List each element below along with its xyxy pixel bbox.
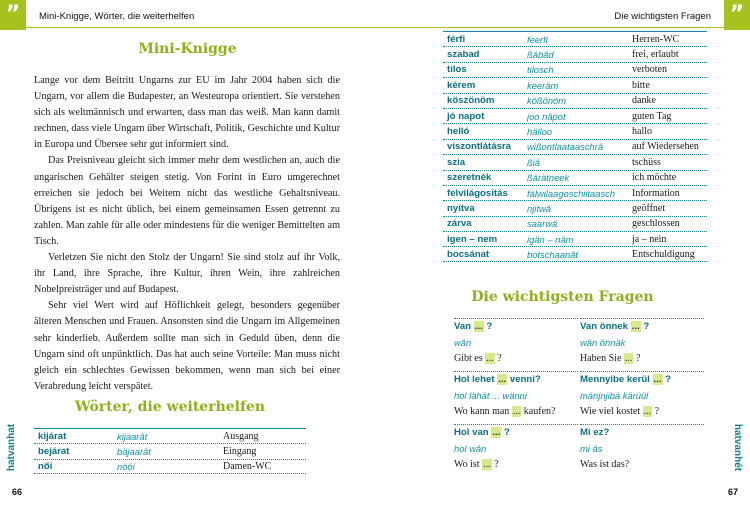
mini-knigge-text: [34, 73, 340, 395]
german-translation: bitte: [632, 79, 650, 91]
hungarian-word: bejárat: [38, 446, 70, 458]
pronunciation: ßärätneek: [527, 172, 570, 184]
pronunciation: hälloo: [527, 126, 553, 138]
hungarian-question: [454, 372, 578, 388]
pronunciation: saarwâ: [527, 218, 558, 230]
pronunciation: nööi: [117, 460, 135, 472]
german-translation: geschlossen: [632, 218, 680, 230]
hungarian-word: szabad: [447, 49, 480, 61]
hungarian-question: [580, 372, 704, 388]
pronunciation: kijaarât: [117, 430, 148, 442]
question-pronunciation-text: hol lähät ... wänni: [454, 390, 527, 401]
running-header: Mini-Knigge, Wörter, die weiterhelfen: [39, 11, 195, 22]
question-pronunciation-text: mänjnjibä kärüül: [580, 390, 649, 401]
pronunciation: botschaanât: [527, 248, 579, 260]
question-cell: [580, 371, 704, 424]
german-translation: Eingang: [223, 446, 257, 458]
paragraph: Sehr viel Wert wird auf Höflichkeit gelegt, besonders gegenüber älteren Menschen und Frauen. Ansonsten sind die Ungarn im Allgemeinen sehr kinderlieb. Außerdem sollte man sich in Geduld üben, denn die Ungarn sind oft unpünktlich. Das hat auch seine Vorteile: Man muss nicht gleich ein schlechtes Gewissen bekommen, wenn man sich bei einer Verabredung leicht verspätet.: [34, 300, 340, 392]
german-question-text: Haben Sie: [580, 353, 624, 364]
german-translation: Entschuldigung: [632, 248, 695, 260]
hungarian-question: [454, 319, 578, 335]
german-translation: auf Wiedersehen: [632, 141, 699, 153]
side-number-label: [5, 418, 19, 476]
vocab-row: [443, 62, 707, 77]
vocab-row: [443, 139, 707, 154]
section-heading-mini-knigge: Mini-Knigge: [138, 41, 237, 57]
german-question-text: Gibt es: [454, 353, 486, 364]
pronunciation: ßiâ: [527, 156, 541, 168]
german-translation: guten Tag: [632, 110, 672, 122]
hungarian-question-text-end: ?: [662, 374, 672, 385]
pronunciation: joo nâpot: [527, 110, 566, 122]
pronunciation: ßâbâd: [527, 49, 554, 61]
question-pronunciation: [580, 388, 704, 404]
question-cell: [454, 371, 578, 424]
vocab-table-left: [34, 428, 306, 474]
quote-icon: ”: [0, 0, 26, 30]
german-translation: Ausgang: [223, 430, 259, 442]
question-cell: [580, 424, 704, 477]
german-question: [580, 457, 704, 473]
pronunciation: fälwilaagoschiitaasch: [527, 187, 616, 199]
german-question: [454, 457, 578, 473]
vocab-row: [443, 154, 707, 169]
questions-grid: [454, 318, 704, 477]
hungarian-question: [454, 425, 578, 441]
question-pronunciation-text: mi äs: [580, 443, 603, 454]
hungarian-word: zárva: [447, 218, 472, 230]
hungarian-word: helló: [447, 126, 470, 138]
hungarian-word: köszönöm: [447, 95, 495, 107]
german-question: [454, 404, 578, 420]
vocab-row: [443, 93, 707, 108]
question-pronunciation: [454, 388, 578, 404]
german-question-text-end: kaufen?: [521, 406, 556, 417]
german-question: [580, 351, 704, 367]
question-pronunciation-text: hol wân: [454, 443, 487, 454]
placeholder-highlight: ...: [498, 374, 507, 385]
pronunciation: keeräm: [527, 79, 559, 91]
vocab-row: [443, 216, 707, 231]
vocab-row: [443, 185, 707, 200]
vocab-table-right: [443, 31, 707, 262]
hungarian-word: női: [38, 460, 53, 472]
placeholder-highlight: ...: [624, 353, 633, 364]
hungarian-word: jó napot: [447, 110, 485, 122]
german-translation: verboten: [632, 64, 667, 76]
placeholder-highlight: ...: [474, 321, 483, 332]
german-translation: ja – nein: [632, 233, 667, 245]
german-question: [580, 404, 704, 420]
question-pronunciation: [454, 441, 578, 457]
hungarian-word: férfi: [447, 33, 466, 45]
question-pronunciation-text: wân: [454, 337, 472, 348]
vocab-row: [34, 428, 306, 443]
question-cell: [454, 318, 578, 371]
side-number-label: [731, 418, 745, 476]
right-page: [375, 0, 750, 512]
hungarian-word: felvilágosítás: [447, 187, 508, 199]
vocab-row: [443, 231, 707, 246]
placeholder-highlight: ...: [653, 374, 662, 385]
hungarian-word: bocsánat: [447, 248, 490, 260]
question-pronunciation-text: wân önnäk: [580, 337, 626, 348]
placeholder-highlight: ...: [486, 353, 494, 364]
german-question-text-end: ?: [494, 353, 502, 364]
hungarian-question: [580, 319, 704, 335]
german-translation: danke: [632, 95, 656, 107]
german-translation: hallo: [632, 126, 652, 138]
hungarian-word: nyitva: [447, 202, 475, 214]
pronunciation: wißontlaataaschrâ: [527, 141, 604, 153]
vocab-row: [443, 46, 707, 61]
vocab-row: [443, 31, 707, 46]
vocab-row: [443, 246, 707, 261]
german-question-text-end: ?: [491, 459, 499, 470]
german-question: [454, 351, 578, 367]
vocab-row: [34, 443, 306, 458]
question-cell: [454, 424, 578, 477]
running-header: Die wichtigsten Fragen: [614, 11, 711, 22]
section-heading-questions: Die wichtigsten Fragen: [471, 289, 654, 305]
german-translation: tschüss: [632, 156, 661, 168]
placeholder-highlight: ...: [643, 406, 652, 417]
hungarian-word: szia: [447, 156, 466, 168]
pronunciation: igän – näm: [527, 233, 574, 245]
header-rule: [375, 27, 724, 28]
side-number-text: hatvanhat: [6, 423, 18, 471]
hungarian-question-text-end: ?: [501, 427, 510, 438]
hungarian-question-text: Mennyibe kerül: [580, 374, 653, 385]
hungarian-word: kijárat: [38, 430, 67, 442]
german-question-text-end: ?: [633, 353, 641, 364]
hungarian-question: [580, 425, 704, 441]
german-translation: frei, erlaubt: [632, 49, 679, 61]
german-question-text-end: ?: [652, 406, 660, 417]
german-translation: geöffnet: [632, 202, 666, 214]
placeholder-highlight: ...: [483, 459, 491, 470]
german-question-text: Was ist das?: [580, 459, 630, 470]
page-number: 67: [727, 487, 738, 497]
question-pronunciation: [580, 441, 704, 457]
hungarian-question-text: Hol van: [454, 427, 492, 438]
vocab-row: [443, 170, 707, 185]
hungarian-word: viszontlátásra: [447, 141, 511, 153]
pronunciation: tilosch: [527, 64, 554, 76]
question-pronunciation: [454, 335, 578, 351]
side-number-text: hatvanhét: [732, 423, 744, 471]
placeholder-highlight: ...: [631, 321, 640, 332]
german-question-text: Wo ist: [454, 459, 483, 470]
hungarian-question-text: Van önnek: [580, 321, 631, 332]
german-translation: Damen-WC: [223, 460, 272, 472]
placeholder-highlight: ...: [512, 406, 521, 417]
german-translation: ich möchte: [632, 172, 677, 184]
pronunciation: bäjaarât: [117, 446, 151, 458]
hungarian-question-text: Mi ez?: [580, 427, 610, 438]
page-number: 66: [12, 487, 23, 497]
hungarian-word: kérem: [447, 79, 476, 91]
placeholder-highlight: ...: [492, 427, 501, 438]
german-question-text: Wie viel kostet: [580, 406, 643, 417]
hungarian-question-text-end: ?: [483, 321, 493, 332]
paragraph: Lange vor dem Beitritt Ungarns zur EU im Jahr 2004 haben sich die Ungarn, vor allem die Budapester, an Westeuropa orientiert. Sie verstehen sich als weltmännisch und erwarten, dass man das weiß. Man kann damit rechnen, dass viele Ungarn über Wirtschaft, Politik, Geschichte und Kultur in Europa und Übersee sehr gut informiert sind.: [34, 75, 340, 151]
question-cell: [580, 318, 704, 371]
german-question-text: Wo kann man: [454, 406, 512, 417]
hungarian-question-text: Van: [454, 321, 474, 332]
german-translation: Herren-WC: [632, 33, 680, 45]
pronunciation: kößönöm: [527, 95, 567, 107]
paragraph: Das Preisniveau gleicht sich immer mehr dem westlichen an, auch die ungarischen Gehälter steigen stetig. Von Forint in Euro umgerechnet erreichen sie jedoch bei Weitem nicht das westliche Gehaltsniveau. Übrigens ist es nicht üblich, bei einem gemeinsamen Essen getrennt zu zahlen. Man zahle für alle oder mindestens für die weniger Bemittelten am Tisch.: [34, 155, 340, 247]
pronunciation: feerfi: [527, 33, 548, 45]
vocab-row: [443, 200, 707, 215]
quote-icon: ”: [724, 0, 750, 30]
german-translation: Information: [632, 187, 680, 199]
paragraph: Verletzen Sie nicht den Stolz der Ungarn! Sie sind stolz auf ihr Volk, ihr Land, ihre Sprache, ihre Kultur, ihren Wein, ihre zahlreichen Nobelpreisträger und auf Budapest.: [34, 252, 340, 296]
vocab-row: [34, 459, 306, 474]
section-heading-vocab: Wörter, die weiterhelfen: [74, 399, 266, 415]
vocab-row: [443, 123, 707, 138]
hungarian-word: tilos: [447, 64, 467, 76]
hungarian-question-text-end: venni?: [507, 374, 541, 385]
header-rule: [26, 27, 375, 28]
vocab-row: [443, 77, 707, 92]
hungarian-question-text-end: ?: [640, 321, 650, 332]
hungarian-word: igen – nem: [447, 233, 498, 245]
hungarian-question-text: Hol lehet: [454, 374, 498, 385]
vocab-row: [443, 108, 707, 123]
hungarian-word: szeretnék: [447, 172, 492, 184]
pronunciation: njitwâ: [527, 202, 551, 214]
question-pronunciation: [580, 335, 704, 351]
